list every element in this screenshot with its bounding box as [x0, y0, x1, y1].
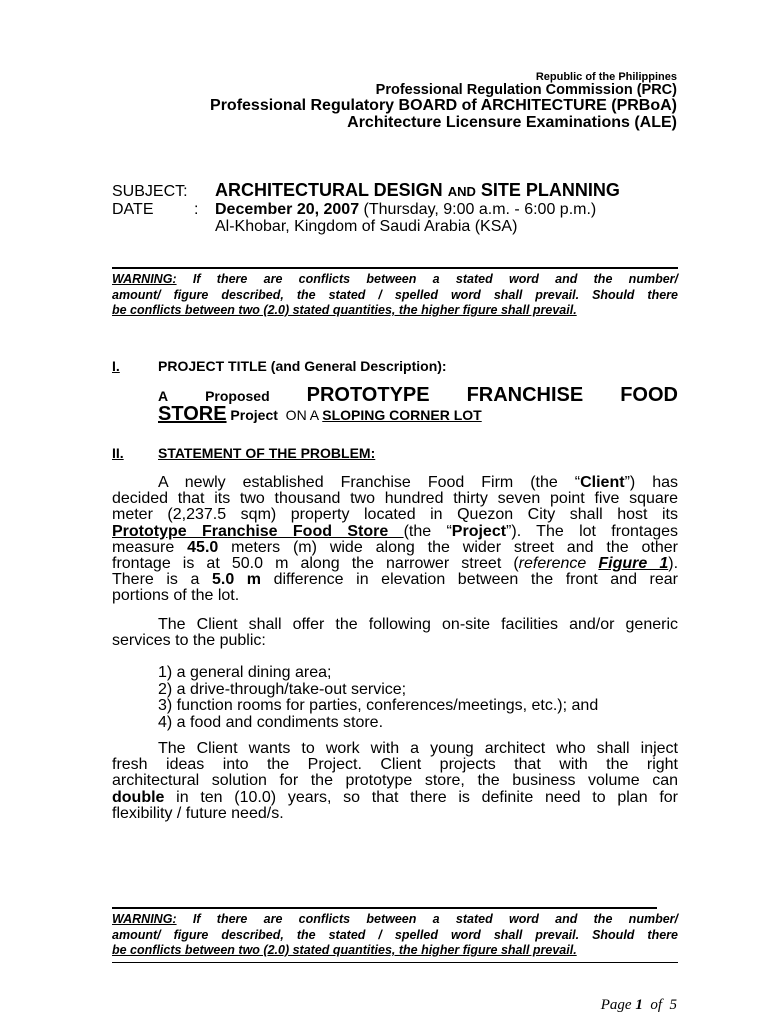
subject-part2: SITE PLANNING: [475, 180, 620, 200]
page-number: Page 1 of 5: [600, 997, 677, 1013]
warning-bottom-line2: amount/ figure described, the stated / spelled word shall prevail. Should there: [112, 927, 678, 942]
list-item: 2) a drive-through/take-out service;: [158, 680, 407, 698]
project-on-a: ON A: [277, 407, 323, 423]
date-value: [215, 201, 596, 219]
p1-line2: decided that its two thousand two hundred thirty seven point five square: [112, 490, 678, 508]
subject-value: [215, 180, 620, 201]
p1-line8: portions of the lot.: [112, 587, 240, 605]
p1-line1: A newly established Franchise Food Firm (the “Client”) has: [158, 474, 678, 491]
header-republic: Republic of the Philippines: [535, 71, 677, 83]
location: Al-Khobar, Kingdom of Saudi Arabia (KSA): [215, 218, 518, 235]
subject-and: AND: [447, 184, 476, 199]
problem-paragraph-3: [112, 741, 678, 822]
date-colon: :: [194, 201, 199, 218]
list-item: 1) a general dining area;: [158, 664, 332, 681]
warning-top-line3: be conflicts between two (2.0) stated quantities, the higher figure shall prevail.: [112, 303, 577, 317]
list-item: 4) a food and condiments store.: [158, 713, 384, 731]
problem-paragraph-2: [112, 617, 678, 649]
header-prc: Professional Regulation Commission (PRC): [375, 82, 677, 98]
p3-line4: double in ten (10.0) years, so that there is definite need to plan for: [112, 788, 678, 806]
section-1-title: PROJECT TITLE (and General Description):: [158, 358, 447, 374]
project-franchise: FRANCHISE: [466, 384, 584, 406]
warning-label: WARNING:: [112, 272, 177, 286]
project-lot: SLOPING CORNER LOT: [322, 407, 482, 423]
p3-line5: flexibility / future need/s.: [112, 804, 284, 822]
warning-bottom-line1: WARNING: If there are conflicts between a stated word and the number/: [112, 912, 678, 926]
warning-label: WARNING:: [112, 912, 177, 926]
warning-top: [112, 272, 678, 319]
p1-line6: frontage is at 50.0 m along the narrower street (reference Figure 1).: [112, 555, 679, 573]
p3-line2: fresh ideas into the Project. Client projects that with the right: [112, 756, 678, 774]
p1-line3: meter (2,237.5 sqm) property located in Quezon City shall host its: [112, 506, 678, 524]
p2-line2: services to the public:: [112, 632, 266, 650]
list-item: 3) function rooms for parties, conferences/meetings, etc.); and: [158, 697, 599, 714]
project-food: FOOD: [620, 384, 678, 406]
project-proposed: Proposed: [205, 388, 270, 404]
section-2-number: II.: [112, 445, 124, 461]
p1-line4: Prototype Franchise Food Store (the “Project”). The lot frontages: [112, 522, 679, 540]
project-a: A: [158, 388, 169, 404]
p3-line1: The Client wants to work with a young architect who shall inject: [158, 740, 678, 757]
p1-line7: There is a 5.0 m difference in elevation between the front and rear: [112, 571, 678, 589]
warning-bottom-line3: be conflicts between two (2.0) stated quantities, the higher figure shall prevail.: [112, 943, 577, 957]
p1-line5: measure 45.0 meters (m) wide along the wider street and the other: [112, 538, 678, 556]
p3-line3: architectural solution for the prototype store, the business volume can: [112, 772, 678, 790]
footer-rule: [112, 962, 678, 963]
p2-line1: The Client shall offer the following on-site facilities and/or generic: [158, 616, 678, 633]
subject-part1: ARCHITECTURAL DESIGN: [215, 180, 448, 200]
project-title-line2: [158, 403, 482, 426]
problem-paragraph-1: [112, 475, 678, 605]
date-bold: December 20, 2007: [215, 201, 360, 218]
warning-top-line2: amount/ figure described, the stated / spelled word shall prevail. Should there: [112, 287, 678, 302]
warning-bottom: [112, 912, 678, 959]
warning-bottom-rule: [112, 907, 657, 909]
project-prototype: PROTOTYPE: [306, 384, 430, 406]
header-exam: Architecture Licensure Examinations (ALE): [347, 114, 677, 131]
section-2-title: STATEMENT OF THE PROBLEM:: [158, 445, 376, 461]
warning-top-line1: WARNING: If there are conflicts between a stated word and the number/: [112, 272, 678, 286]
project-word: Project: [226, 407, 278, 423]
warning-top-rule: [112, 267, 678, 269]
facilities-list: [158, 665, 598, 731]
date-label: DATE: [112, 201, 154, 218]
header-board: Professional Regulatory BOARD of ARCHITECTURE (PRBoA): [210, 97, 677, 114]
subject-label: SUBJECT:: [112, 183, 188, 200]
section-1-number: I.: [112, 358, 120, 374]
date-rest: (Thursday, 9:00 a.m. - 6:00 p.m.): [359, 201, 597, 218]
project-store: STORE: [158, 403, 227, 425]
